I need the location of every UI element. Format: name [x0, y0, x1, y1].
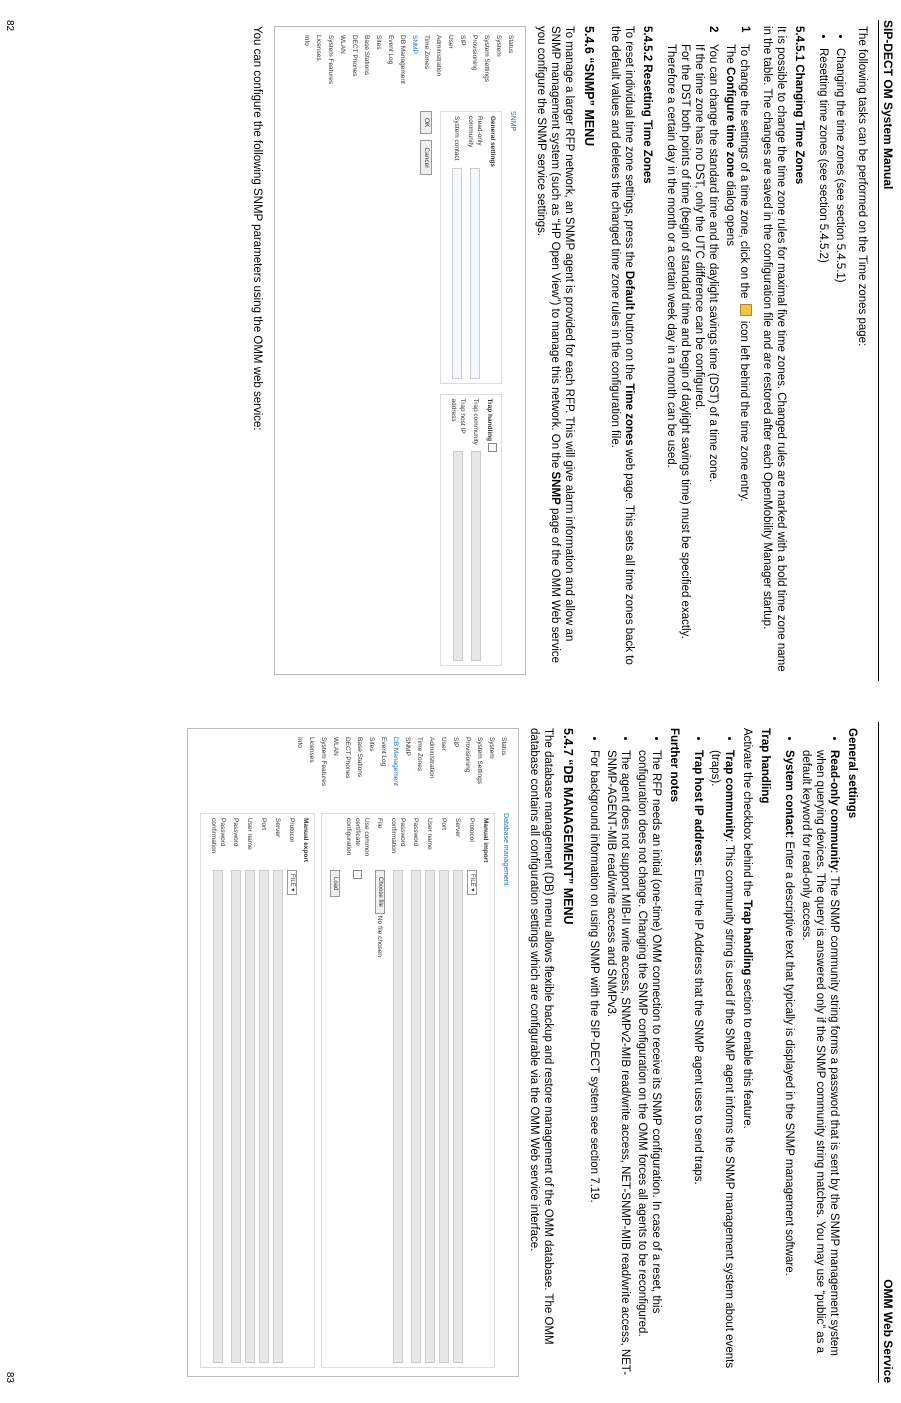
section-heading-5451: 5.4.5.1 Changing Time Zones	[793, 26, 805, 185]
page-82-body	[242, 26, 869, 675]
trap-handling-text: Activate the checkbox behind the Trap handling section to enable this feature.	[741, 728, 753, 1129]
nav-item[interactable]: Event Log	[387, 35, 394, 65]
snmp-screenshot	[274, 26, 526, 675]
section-546-text: To manage a larger RFP network, an SNMP agent is provided for each RFP. This will give alarm information and allow an SNMP management system (such as “HP Open View”) to manage this network. On the SNMP page of the OMM Web service you configure the SNMP service settings.	[535, 26, 575, 664]
list-item: • Trap host IP address: Enter the IP Address that the SNMP agent uses to send traps.	[691, 750, 705, 1377]
import-server-input[interactable]	[453, 870, 463, 1363]
manual-export-group: Manual export Protocol FILE ▾ Server Port User name Password Password confirmation	[200, 813, 315, 1368]
nav-item[interactable]: User	[447, 35, 454, 49]
nav-item[interactable]: Licenses	[308, 737, 315, 763]
nav-item[interactable]: Sites	[375, 35, 382, 50]
export-password-input[interactable]	[231, 870, 241, 1363]
list-item: • Read-only community: The SNMP community string forms a password that is sent by the SNMP management system when querying devices. The query is answered only if the SNMP community string matches. You may use “public” as a default keyword for read-only access.	[799, 750, 841, 1377]
nav-item[interactable]: SNMP	[404, 737, 411, 756]
nav-item[interactable]: SIP	[452, 737, 459, 748]
nav-item[interactable]: DECT Phones	[351, 35, 358, 77]
ok-button[interactable]: OK	[420, 111, 432, 134]
further-notes-heading: Further notes	[668, 728, 680, 803]
nav-item[interactable]: Base Stations	[363, 35, 370, 76]
list-item: • Changing the time zones (see section 5.4.5.1)	[833, 48, 847, 675]
import-password-confirm-input[interactable]	[393, 870, 403, 1363]
snmp-panel	[420, 111, 517, 666]
further-notes-list	[587, 728, 663, 1377]
section-547-text: The database management (DB) menu allows flexible backup and restore management of the OMM database. The OMM database contains all configuration settings which are configurable via the OMM Web service interface.	[528, 728, 554, 1345]
list-item: • For background information on using SNMP with the SIP-DECT system see section 7.19.	[587, 750, 601, 1377]
closing-text: You can configure the following SNMP parameters using the OMM web service:	[251, 26, 263, 431]
no-file-text: No file chosen	[376, 915, 384, 958]
general-settings-list	[782, 728, 841, 1377]
section-5451-text: It is possible to change the time zone rules for maximal five time zones. Changed rules are marked with a bold time zone name in the table. The changes are saved in the configuration file and are restored after each OpenMobility Manager startup.	[761, 26, 787, 672]
section-heading-5452: 5.4.5.2 Resetting Time Zones	[641, 26, 653, 184]
nav-item-selected[interactable]: DB Management	[392, 737, 399, 786]
import-password-input[interactable]	[411, 870, 421, 1363]
nav-item[interactable]: Provisioning	[471, 35, 478, 71]
system-contact-input[interactable]	[452, 168, 462, 379]
page-number: 82	[4, 20, 15, 32]
section-5452-text: To reset individual time zone settings, press the Default button on the Time zones web page. This sets all time zones back to the default values and deletes the changed time zone rules in the configuration file.	[609, 26, 635, 665]
panel-title: SNMP	[509, 111, 516, 132]
nav-item[interactable]: Event Log	[380, 737, 387, 767]
chevron-down-icon: ▾	[469, 888, 475, 892]
db-management-screenshot	[187, 728, 519, 1377]
nav-item-selected[interactable]: SNMP	[411, 35, 418, 54]
choose-file-button[interactable]: Choose file	[375, 870, 385, 914]
cancel-button[interactable]: Cancel	[420, 140, 432, 174]
trap-community-input[interactable]	[471, 451, 481, 662]
section-heading-547: 5.4.7 “DB MANAGEMENT” MENU	[561, 728, 575, 925]
nav-item[interactable]: System Features	[320, 737, 327, 787]
nav-item[interactable]: Provisioning	[464, 737, 471, 773]
header-rule	[878, 20, 879, 681]
trap-handling-list	[691, 728, 736, 1377]
screenshot-nav	[292, 737, 508, 807]
read-only-community-input[interactable]	[470, 168, 480, 379]
nav-item[interactable]: Time Zones	[423, 35, 430, 70]
export-protocol-select[interactable]: FILE ▾	[287, 870, 297, 895]
use-common-cert-checkbox[interactable]	[353, 870, 362, 879]
nav-item[interactable]: Info	[303, 35, 310, 46]
edit-icon	[740, 304, 752, 316]
running-header: SIP-DECT OM System Manual	[881, 20, 895, 190]
chevron-down-icon: ▾	[289, 888, 295, 892]
nav-item[interactable]: DECT Phones	[344, 737, 351, 779]
panel-title: Database management	[502, 813, 509, 886]
nav-item[interactable]: Base Stations	[356, 737, 363, 778]
list-item: • The agent does not support MIB-II write access, SNMPv2-MIB read/write access, NET-SNMP-MIB read/write access, NET-SNMP-AGENT-MIB read/write access and SNMPv3.	[604, 750, 632, 1377]
step-1: 1 To change the settings of a time zone, click on the icon left behind the time zone entry. The Configure time zone dialog opens	[724, 26, 751, 502]
nav-item[interactable]: System	[495, 35, 502, 57]
general-settings-group: General settings Read-only community System contact	[440, 111, 502, 384]
nav-item[interactable]: Info	[296, 737, 303, 748]
header-rule	[878, 722, 879, 1383]
import-port-input[interactable]	[439, 870, 449, 1363]
screenshot-nav	[299, 35, 515, 105]
nav-item[interactable]: Administration	[428, 737, 435, 779]
step-2: 2 You can change the standard time and the daylight savings time (DST) of a time zone. If the time zone has no DST, only the UTC difference can be configured. For the DST both points of time (begin of standard time and begin of daylight savings time) must be specified exactly. Therefore a certain day in the month or a certain week day in a month can be used.	[665, 26, 719, 639]
general-settings-heading: General settings	[846, 728, 858, 819]
nav-item[interactable]: Sites	[368, 737, 375, 752]
nav-item[interactable]: System Features	[327, 35, 334, 85]
export-port-input[interactable]	[259, 870, 269, 1363]
list-item: • Trap community: This community string is used if the SNMP agent informs the SNMP management system about events (traps).	[708, 750, 736, 1377]
nav-item[interactable]: WLAN	[332, 737, 339, 756]
intro-text: The following tasks can be performed on the Time zones page:	[856, 26, 868, 347]
manual-import-group: Manual import Protocol FILE ▾ Server Port User name Password Password confirmation File Choose file No file chosen Use common certificate configuration Load	[321, 813, 495, 1368]
export-username-input[interactable]	[245, 870, 255, 1363]
trap-handling-group: Trap handling Trap community Trap host IP address	[440, 394, 502, 667]
load-button[interactable]: Load	[330, 870, 340, 897]
nav-item[interactable]: System	[488, 737, 495, 759]
nav-item[interactable]: System Settings	[476, 737, 483, 784]
nav-item[interactable]: Administration	[435, 35, 442, 77]
page-number: 83	[4, 1371, 15, 1383]
nav-item[interactable]: Time Zones	[416, 737, 423, 772]
nav-item[interactable]: Licenses	[315, 35, 322, 61]
page-82	[0, 0, 901, 701]
nav-item[interactable]: System Settings	[483, 35, 490, 82]
nav-item[interactable]: Status	[500, 737, 507, 756]
nav-item[interactable]: User	[440, 737, 447, 751]
section-heading-546: 5.4.6 “SNMP” MENU	[582, 26, 596, 147]
trap-handling-heading: Trap handling	[759, 728, 771, 804]
page-83-body	[177, 728, 869, 1377]
nav-item[interactable]: Status	[507, 35, 514, 54]
list-item: • System contact: Enter a descriptive text that typically is displayed in the SNMP management software.	[782, 750, 796, 1377]
import-username-input[interactable]	[425, 870, 435, 1363]
nav-item[interactable]: SIP	[459, 35, 466, 46]
trap-host-ip-input[interactable]	[453, 451, 463, 662]
nav-item[interactable]: WLAN	[339, 35, 346, 54]
list-item: • Resetting time zones (see section 5.4.5.2)	[816, 48, 830, 675]
export-password-confirm-input[interactable]	[213, 870, 223, 1363]
import-protocol-select[interactable]: FILE ▾	[467, 870, 477, 895]
db-panel	[200, 813, 510, 1368]
running-header: OMM Web Service	[881, 1279, 895, 1383]
export-server-input[interactable]	[273, 870, 283, 1363]
page-83	[0, 702, 901, 1403]
nav-item[interactable]: DB Management	[399, 35, 406, 84]
list-item: • The RFP needs an initial (one-time) OMM connection to receive its SNMP configuration. In case of a reset, this configuration does not change. Changing the SNMP configuration on the OMM forces all agents to be reconfigured.	[635, 750, 663, 1377]
intro-list	[816, 26, 847, 675]
trap-handling-checkbox[interactable]	[488, 443, 497, 452]
